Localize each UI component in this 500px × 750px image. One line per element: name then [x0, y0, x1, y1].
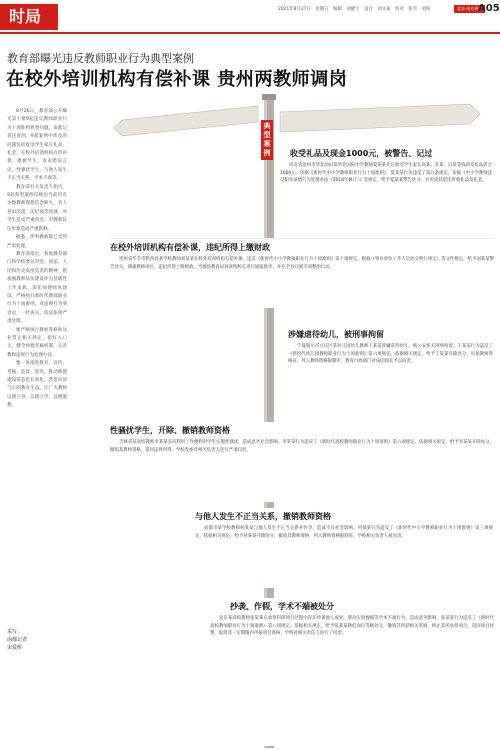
intro-paragraph: 教育部指出，各地教育部门和学校要以对党、国家、人民和历史高度负责的精神，把加强教师队伍建设作为基础性工作来抓，深化师德师风建设，严格执行新时代教师职业行为十项准则，对违规行为零容忍，一经查实，依法依规严肃处理。: [7, 251, 67, 325]
meta-design-label: 设计: [364, 7, 373, 12]
case-block: [110, 422, 494, 502]
case-stamp: 典型案例: [261, 120, 273, 160]
case-block: [110, 238, 494, 308]
intro-paragraph: 要严格执行教师资格和从业禁止相关规定，把好入口关，健全师德考核机制，完善教师违规行为处理办法。: [7, 327, 67, 358]
case-block: [210, 598, 494, 746]
intro-paragraph: 教育部有关负责人指出，9起典型案例反映出当前仍有少数教师理想信念缺失，育人意识淡漠，法纪观念淡薄，对学生造成严重伤害，对教师队伍形象造成严重影响。: [7, 184, 67, 232]
case-title: 性骚扰学生，开除、撤销教师资格: [110, 426, 230, 435]
meta-date: 2021年8月27日: [278, 7, 312, 12]
meta-proofer-1: 张雪: [408, 7, 418, 12]
signpost-cap: [262, 94, 276, 100]
meta-proofer-2: 刘锐: [421, 7, 431, 12]
byline-org: 南都记者: [7, 637, 28, 643]
signpost-arrow-left: [114, 106, 258, 136]
meta-editor-label: 编辑: [333, 7, 342, 12]
case-body: 吉林省某高校教师李某某多次利用工作便利对学生实施性骚扰，造成恶劣社会影响。李某某行为违反了《新时代高校教师职业行为十项准则》第六项规定。依据相关规定，给予李某某开除处分，撤销其教师资格，追回违规所得，学校党委对相关负责人进行严肃问责。: [110, 440, 494, 453]
case-body: 北京某高校教师张某某在承担科研项目过程中存在抄袭他人成果、篡改实验数据等学术不端行为，造成恶劣影响。张某某行为违反了《新时代高校教师职业行为十项准则》第八项规定。依据相关规定，给予张某某降低岗位等级处分，撤销其所获相关奖励，终止其所承担项目，追回项目经费，取消其一定期限内申报项目资格，学校对相关责任人进行了问责。: [210, 616, 494, 637]
case-body: 宁夏银川市兴庆区某幼儿园幼儿教师王某某涉嫌虐待幼儿，被公安机关刑事拘留。王某某行为违反了《新时代幼儿园教师职业行为十项准则》第六项规定。依据相关规定，给予王某某开除处分，吊销教师资格证，列入教师资格限制库，教育行政部门对该园园长予以问责。: [288, 344, 493, 365]
case-body: 河北省沧州市华北油田第华北国际中学教师夏某某先后收受学生家长高某、苏某、冯某等钱款及礼品折合1000元。依据《新时代中小学教师职业行为十项准则》，夏某某行为违反了第九条规定，依据《中小学教师违反职业道德行为处理办法（2018年修订）》等规定，给予夏某某警告处分，并责成其退还所收礼品及礼金。: [280, 163, 492, 184]
page-number: A05: [478, 3, 500, 14]
meta-weekday: 星期五: [315, 7, 329, 12]
headline-kicker: 教育部曝光违反教师职业行为典型案例: [7, 52, 194, 65]
intro-paragraph: 要一体推进教育、宣传、考核、监督、惩处，推动师德建设常态化长效化，营造风清气正的教育生态，让广大教师以德立身、以德立学、以德施教。: [7, 361, 67, 409]
byline-author: 宋爱辉: [7, 645, 23, 651]
case-title: 收受礼品及现金1000元，被警告、记过: [290, 149, 433, 158]
case-body: 成都市某学校教师何某某与他人发生不正当关系并怀孕，造成不良社会影响。何某某行为违反了《新时代中小学教师职业行为十项准则》第三项规定。依据相关规定，给予何某某开除处分，撤销其教师资格，列入教师资格限制库，学校相关负责人被问责。: [195, 526, 493, 539]
intro-paragraph: 8月26日，教育部公开曝光第十批9起违反教师职业行为十项准则典型问题。南都记者注意到，9起案例中涉及的问题包括收受学生家长礼品、礼金，在校外培训机构有偿补课，猥亵学生，发表错误言论，性骚扰学生，与他人发生不正当关系，学术不端等。: [7, 109, 67, 182]
edition-badge: 北京·南方周末: [454, 5, 485, 13]
signpost-arrow-right: [280, 104, 480, 132]
meta-proof-label: 校对: [395, 7, 404, 12]
case-block: [195, 508, 493, 588]
section-tag: 时局: [0, 4, 58, 30]
headline-title: 在校外培训机构有偿补课 贵州两教师调岗: [6, 69, 348, 90]
case-title: 与他人发生不正当关系，撤销教师资格: [195, 512, 331, 521]
meta-designer: 刘文豪: [377, 7, 391, 12]
case-block: [288, 326, 493, 418]
case-title: 在校外培训机构有偿补课，违纪所得上缴财政: [110, 243, 270, 252]
case-title: 涉嫌虐待幼儿，被刑事拘留: [288, 330, 384, 339]
byline-label: 采写：: [7, 629, 23, 635]
meta-editor: 刘健宁: [346, 7, 360, 12]
intro-paragraph: 据悉，涉事教师都已受到严肃处理。: [7, 235, 67, 249]
case-block: [280, 148, 492, 220]
case-title: 抄袭、作假，学术不端被处分: [230, 602, 334, 611]
case-body: 贵州省毕节市黔西县某学校教师刘某某在校外培训机构有偿补课，违反《新时代中小学教师职业行为十项准则》第十项规定。根据《事业单位工作人员处分暂行规定》等文件规定，给予刘某某警告处分，调离教师岗位，违纪所得上缴财政。当地县教育局对该校校长进行通报批评，并在全县开展专项整治行动。: [110, 257, 494, 270]
